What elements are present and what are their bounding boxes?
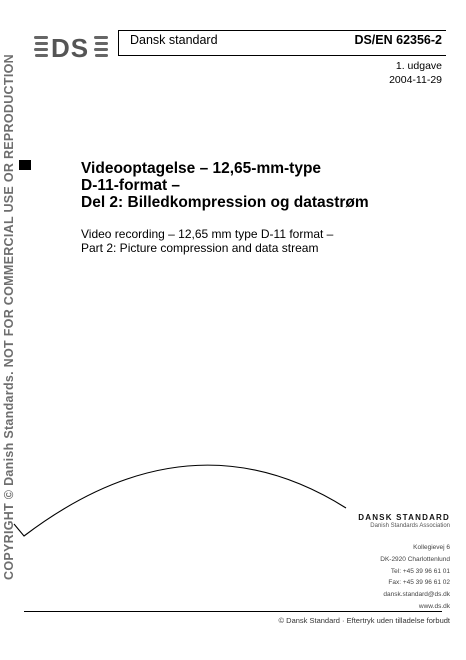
website-line: www.ds.dk (418, 602, 450, 610)
footer-rule (24, 611, 442, 612)
header-divider (118, 30, 119, 56)
ds-logo (34, 32, 110, 62)
title-line: D-11-format – (81, 177, 181, 194)
standard-designation: DS/EN 62356-2 (354, 33, 442, 47)
side-marker (19, 160, 31, 170)
edition-label: 1. udgave (395, 60, 442, 72)
left-stripes-icon (34, 36, 48, 57)
organization-name: DANSK STANDARD (358, 513, 450, 522)
publisher-label: Dansk standard (130, 33, 218, 47)
fax-line: Fax: +45 39 96 61 02 (388, 579, 450, 587)
logo-text: DS (51, 33, 90, 62)
copyright-watermark: COPYRIGHT © Danish Standards. NOT FOR COMMERCIAL USE OR REPRODUCTION (2, 54, 16, 580)
publication-date: 2004-11-29 (389, 74, 442, 86)
document-title (81, 160, 441, 211)
email-line: dansk.standard@ds.dk (383, 591, 450, 599)
address-line: DK-2920 Charlottenlund (380, 555, 450, 563)
organization-tagline: Danish Standards Association (370, 523, 450, 529)
phone-line: Tel: +45 39 96 61 01 (390, 567, 450, 575)
subtitle-line: Video recording – 12,65 mm type D-11 format – (81, 227, 334, 241)
right-stripes-icon (94, 36, 108, 57)
document-subtitle (81, 227, 441, 255)
address-line: Kollegievej 6 (413, 544, 450, 551)
header-bottom-rule (118, 55, 446, 56)
organization-address (380, 542, 450, 613)
title-line: Videooptagelse – 12,65-mm-type (81, 160, 322, 177)
footer-copyright-note: © Dansk Standard · Eftertryk uden tilladelse forbudt (278, 616, 450, 625)
title-line: Del 2: Billedkompression og datastrøm (81, 194, 369, 211)
subtitle-line: Part 2: Picture compression and data stream (81, 241, 319, 255)
header-top-rule (118, 30, 446, 31)
